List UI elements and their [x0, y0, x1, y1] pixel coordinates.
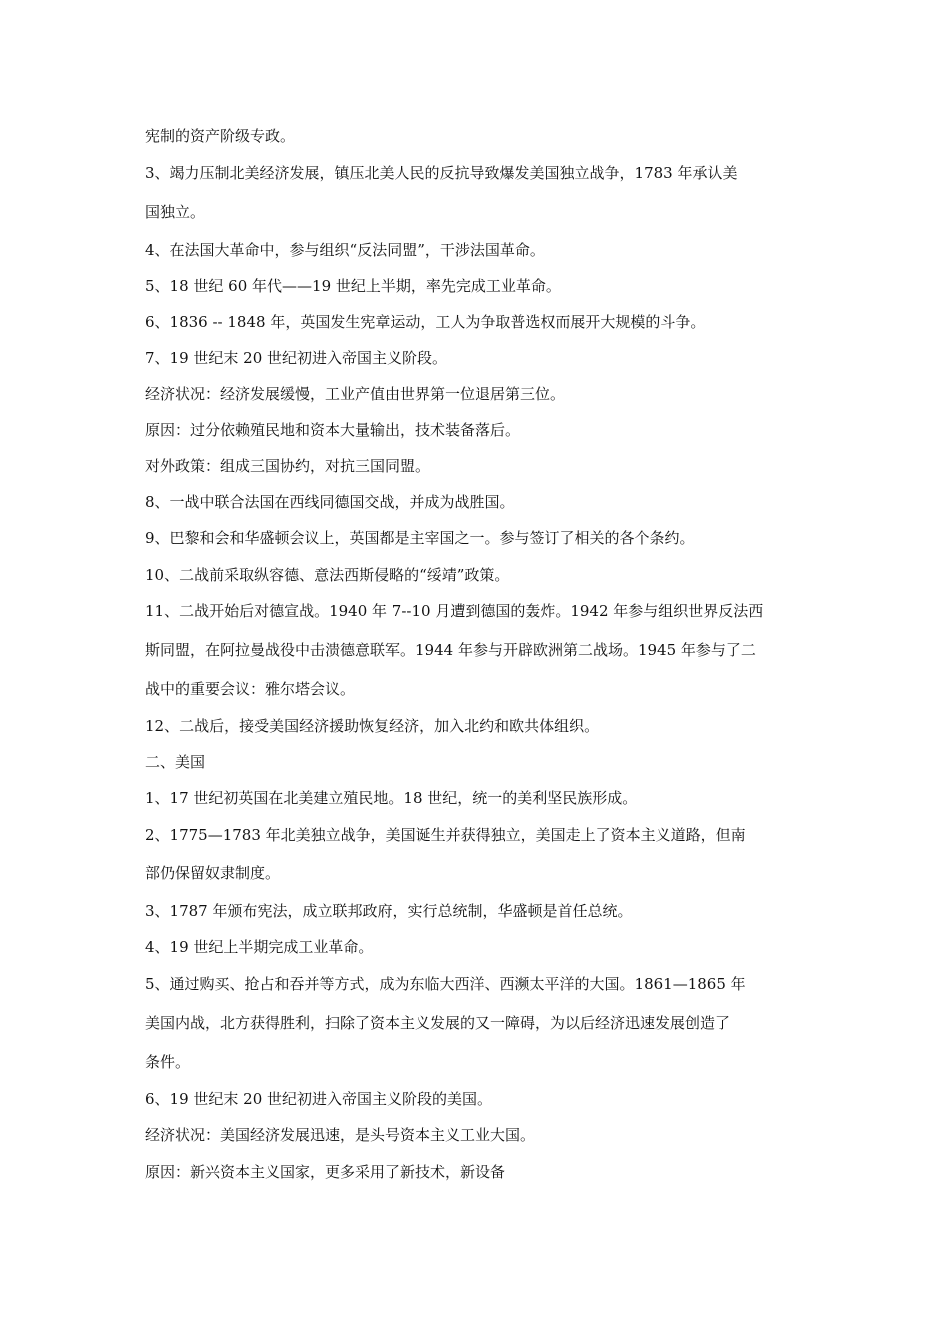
- text-line: 6、1836 -- 1848 年，英国发生宪章运动，工人为争取普选权而展开大规模的斗争。: [145, 313, 706, 331]
- text-line: 对外政策：组成三国协约，对抗三国同盟。: [145, 457, 431, 475]
- text-line: 9、巴黎和会和华盛顿会议上，英国都是主宰国之一。参与签订了相关的各个条约。: [145, 529, 695, 547]
- text-line: 4、在法国大革命中，参与组织“反法同盟”，干涉法国革命。: [145, 241, 545, 259]
- text-line: 10、二战前采取纵容德、意法西斯侵略的“绥靖”政策。: [145, 566, 510, 584]
- text-line: 2、1775—1783 年北美独立战争，美国诞生并获得独立，美国走上了资本主义道路，但南: [145, 826, 746, 844]
- text-line: 战中的重要会议：雅尔塔会议。: [145, 680, 356, 698]
- text-line: 7、19 世纪末 20 世纪初进入帝国主义阶段。: [145, 349, 448, 367]
- text-line: 4、19 世纪上半期完成工业革命。: [145, 938, 374, 956]
- text-line: 6、19 世纪末 20 世纪初进入帝国主义阶段的美国。: [145, 1090, 493, 1108]
- text-line: 经济状况：美国经济发展迅速，是头号资本主义工业大国。: [145, 1126, 536, 1144]
- text-line: 5、18 世纪 60 年代——19 世纪上半期，率先完成工业革命。: [145, 277, 561, 295]
- text-line: 宪制的资产阶级专政。: [145, 127, 296, 145]
- text-line: 美国内战，北方获得胜利，扫除了资本主义发展的又一障碍，为以后经济迅速发展创造了: [145, 1014, 731, 1032]
- text-line: 11、二战开始后对德宣战。1940 年 7--10 月遭到德国的轰炸。1942 年参与组织世界反法西: [145, 602, 764, 620]
- text-line: 斯同盟，在阿拉曼战役中击溃德意联军。1944 年参与开辟欧洲第二战场。1945 年参与了二: [145, 641, 756, 659]
- text-line: 部仍保留奴隶制度。: [145, 864, 281, 882]
- text-line: 8、一战中联合法国在西线同德国交战，并成为战胜国。: [145, 493, 515, 511]
- text-line: 国独立。: [145, 203, 206, 221]
- text-line: 条件。: [145, 1053, 191, 1071]
- section-heading: 二、美国: [145, 753, 206, 771]
- text-line: 原因：新兴资本主义国家，更多采用了新技术，新设备: [145, 1163, 506, 1181]
- text-line: 1、17 世纪初英国在北美建立殖民地。18 世纪，统一的美利坚民族形成。: [145, 789, 638, 807]
- text-line: 3、1787 年颁布宪法，成立联邦政府，实行总统制，华盛顿是首任总统。: [145, 902, 633, 920]
- text-line: 5、通过购买、抢占和吞并等方式，成为东临大西洋、西濒太平洋的大国。1861—1865 年: [145, 975, 746, 993]
- text-line: 3、竭力压制北美经济发展，镇压北美人民的反抗导致爆发美国独立战争，1783 年承认美: [145, 164, 738, 182]
- text-line: 经济状况：经济发展缓慢，工业产值由世界第一位退居第三位。: [145, 385, 566, 403]
- text-line: 12、二战后，接受美国经济援助恢复经济，加入北约和欧共体组织。: [145, 717, 600, 735]
- text-line: 原因：过分依赖殖民地和资本大量输出，技术装备落后。: [145, 421, 521, 439]
